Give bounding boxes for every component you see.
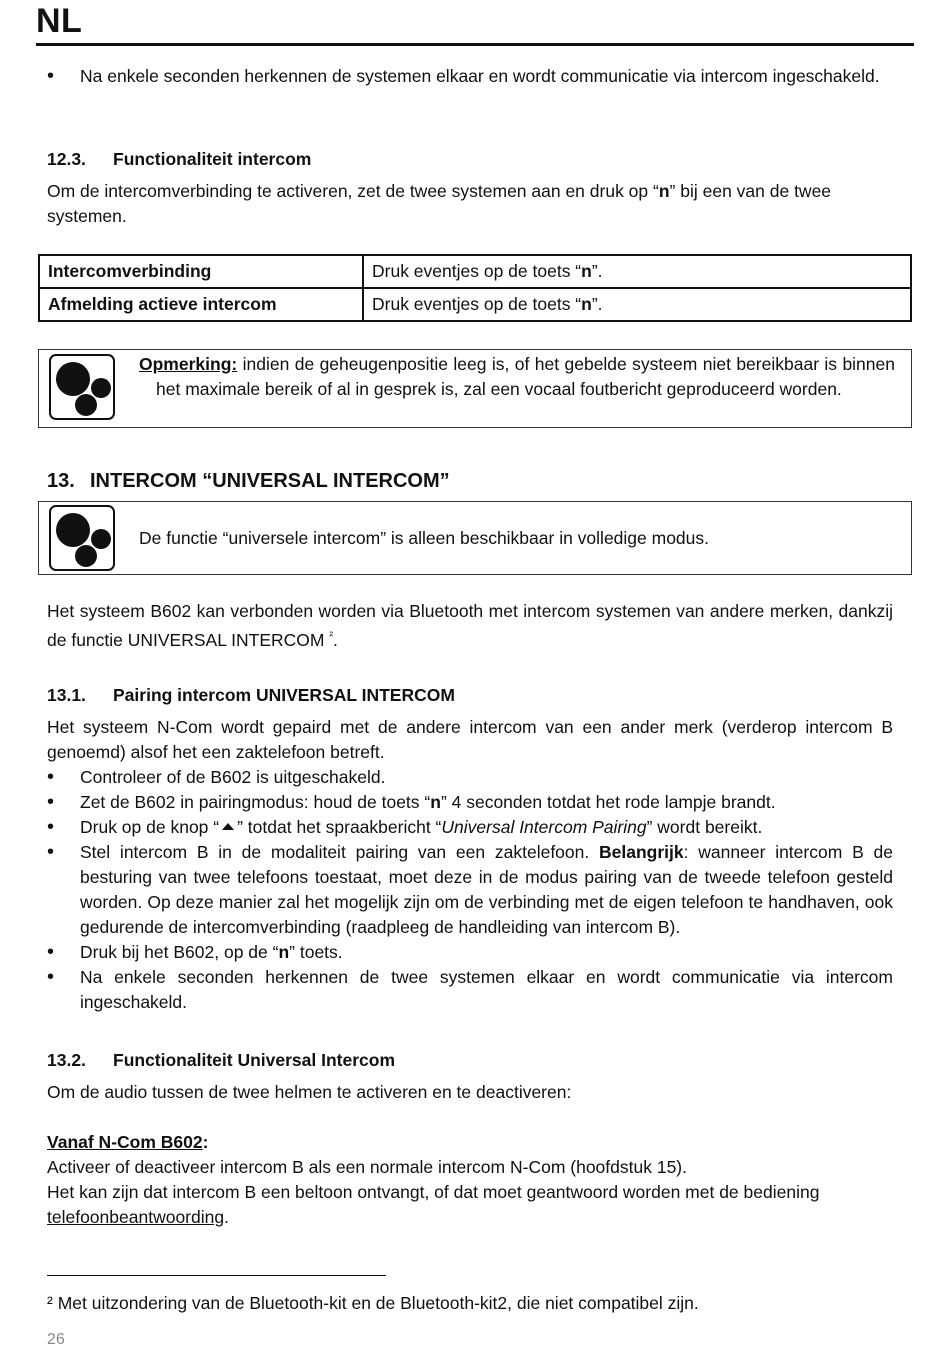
text-run: Het systeem B602 kan verbonden worden via Bluetooth met intercom systemen van andere merken, dankzij de functie UNIVERSAL INTERCOM bbox=[47, 601, 893, 650]
key-n: n bbox=[581, 261, 592, 281]
text-run: Druk bij het B602, op de “ bbox=[80, 942, 279, 962]
note-box bbox=[38, 349, 912, 428]
text-run: : wanneer intercom B de besturing van twee telefoons toestaat, moet deze in de modus pairing van de tweede telefoon gesteld worden. Op deze manier zal het mogelijk zijn om de verbinding met de eigen telefoon te handhaven, ook gedurende de intercomverbinding (raadpleeg de handleiding van intercom B). bbox=[80, 842, 893, 937]
paragraph-13-2: Om de audio tussen de twee helmen te activeren en te deactiveren: bbox=[47, 1082, 572, 1102]
section-title: Pairing intercom UNIVERSAL INTERCOM bbox=[113, 685, 455, 705]
paragraph-13-1: Het systeem N-Com wordt gepaird met de andere intercom van een ander merk (verderop intercom B genoemd) alsof het een zaktelefoon betreft. bbox=[47, 717, 893, 762]
text-run: : bbox=[202, 1132, 209, 1152]
section-heading-13-1 bbox=[47, 683, 455, 708]
list-item: • Controleer of de B602 is uitgeschakeld. bbox=[47, 765, 893, 790]
command-table bbox=[38, 254, 912, 322]
note-dots-icon bbox=[49, 505, 115, 571]
footnote-rule bbox=[47, 1275, 386, 1276]
list-item bbox=[47, 840, 893, 940]
key-n: n bbox=[278, 942, 290, 962]
section-number: 12.3. bbox=[47, 149, 86, 169]
text-run: Druk op de knop “ bbox=[80, 817, 220, 837]
text-run: Het kan zijn dat intercom B een beltoon ontvangt, of dat moet geantwoord worden met de bediening bbox=[47, 1182, 820, 1202]
list-item bbox=[47, 815, 893, 840]
section-heading-12-3 bbox=[47, 147, 311, 172]
text-run-underlined: telefoonbeantwoording bbox=[47, 1207, 225, 1227]
text-run-italic: Universal Intercom Pairing bbox=[441, 817, 647, 837]
key-n: n bbox=[658, 181, 670, 201]
footnote bbox=[47, 1291, 893, 1316]
note-box bbox=[38, 501, 912, 575]
text-run: Zet de B602 in pairingmodus: houd de toets “ bbox=[80, 792, 431, 812]
text-run: Druk eventjes op de toets “ bbox=[372, 261, 582, 281]
note-text bbox=[139, 352, 895, 402]
table-cell-label: Intercomverbinding bbox=[39, 255, 363, 288]
text-run: Druk eventjes op de toets “ bbox=[372, 294, 582, 314]
text-run: ”. bbox=[591, 261, 603, 281]
text-run: ” totdat het spraakbericht “ bbox=[237, 817, 442, 837]
note-dots-icon bbox=[49, 354, 115, 420]
table-cell-action bbox=[363, 255, 911, 288]
text-run-bold: Belangrijk bbox=[599, 842, 684, 862]
page-number: 26 bbox=[47, 1331, 65, 1348]
sub-heading bbox=[47, 1130, 893, 1155]
section-title: Functionaliteit Universal Intercom bbox=[113, 1050, 395, 1070]
list-item: • Na enkele seconden herkennen de systemen elkaar en wordt communicatie via intercom ingeschakeld. bbox=[47, 64, 893, 89]
paragraph-line: Activeer of deactiveer intercom B als een normale intercom N-Com (hoofdstuk 15). bbox=[47, 1157, 687, 1177]
text-run-bold: Vanaf N-Com B602 bbox=[47, 1132, 203, 1152]
list-item: • Na enkele seconden herkennen de twee systemen elkaar en wordt communicatie via intercom ingeschakeld. bbox=[47, 965, 893, 1015]
text-run: ”. bbox=[591, 294, 603, 314]
list-item bbox=[47, 790, 893, 815]
table-row bbox=[39, 255, 911, 288]
text-run: ” toets. bbox=[289, 942, 343, 962]
paragraph-line bbox=[47, 1180, 893, 1230]
text-run: . bbox=[224, 1207, 229, 1227]
section-number: 13.1. bbox=[47, 685, 86, 705]
text-run: ” 4 seconden totdat het rode lampje brandt. bbox=[440, 792, 776, 812]
text-run: Om de intercomverbinding te activeren, zet de twee systemen aan en druk op “ bbox=[47, 181, 659, 201]
language-code: NL bbox=[36, 2, 83, 40]
bullet-list-12-2 bbox=[47, 64, 893, 89]
section-number: 13. bbox=[47, 470, 75, 492]
key-n: n bbox=[581, 294, 592, 314]
triangle-up-icon bbox=[222, 823, 234, 830]
bullet-list-13-1 bbox=[47, 765, 893, 1015]
text-run: . bbox=[333, 629, 338, 650]
footnote-marker: ² bbox=[47, 1293, 53, 1313]
section-number: 13.2. bbox=[47, 1050, 86, 1070]
section-heading-13-2 bbox=[47, 1048, 395, 1073]
table-cell-label: Afmelding actieve intercom bbox=[39, 288, 363, 321]
table-cell-action bbox=[363, 288, 911, 321]
note-text: De functie “universele intercom” is alleen beschikbaar in volledige modus. bbox=[139, 528, 710, 548]
section-title: Functionaliteit intercom bbox=[113, 149, 312, 169]
footnote-ref: ² bbox=[329, 630, 334, 642]
text-run: ” wordt bereikt. bbox=[646, 817, 763, 837]
list-item bbox=[47, 940, 893, 965]
text-run: ” bij een van de twee systemen. bbox=[47, 181, 832, 226]
paragraph-13 bbox=[47, 599, 893, 653]
key-n: n bbox=[430, 792, 441, 812]
chapter-heading-13 bbox=[47, 468, 450, 494]
section-title: INTERCOM “UNIVERSAL INTERCOM” bbox=[90, 470, 450, 492]
text-run: Stel intercom B in de modaliteit pairing van een zaktelefoon. bbox=[80, 842, 600, 862]
text-run: Met uitzondering van de Bluetooth-kit en de Bluetooth-kit2, die niet compatibel zijn. bbox=[52, 1293, 699, 1313]
text-run: indien de geheugenpositie leeg is, of het gebelde systeem niet bereikbaar is binnen het maximale bereik of al in gesprek is, zal een vocaal foutbericht geproduceerd worden. bbox=[156, 354, 895, 399]
paragraph-12-3 bbox=[47, 179, 893, 229]
note-label: Opmerking: bbox=[139, 354, 238, 374]
table-row bbox=[39, 288, 911, 321]
header-rule bbox=[36, 43, 914, 46]
